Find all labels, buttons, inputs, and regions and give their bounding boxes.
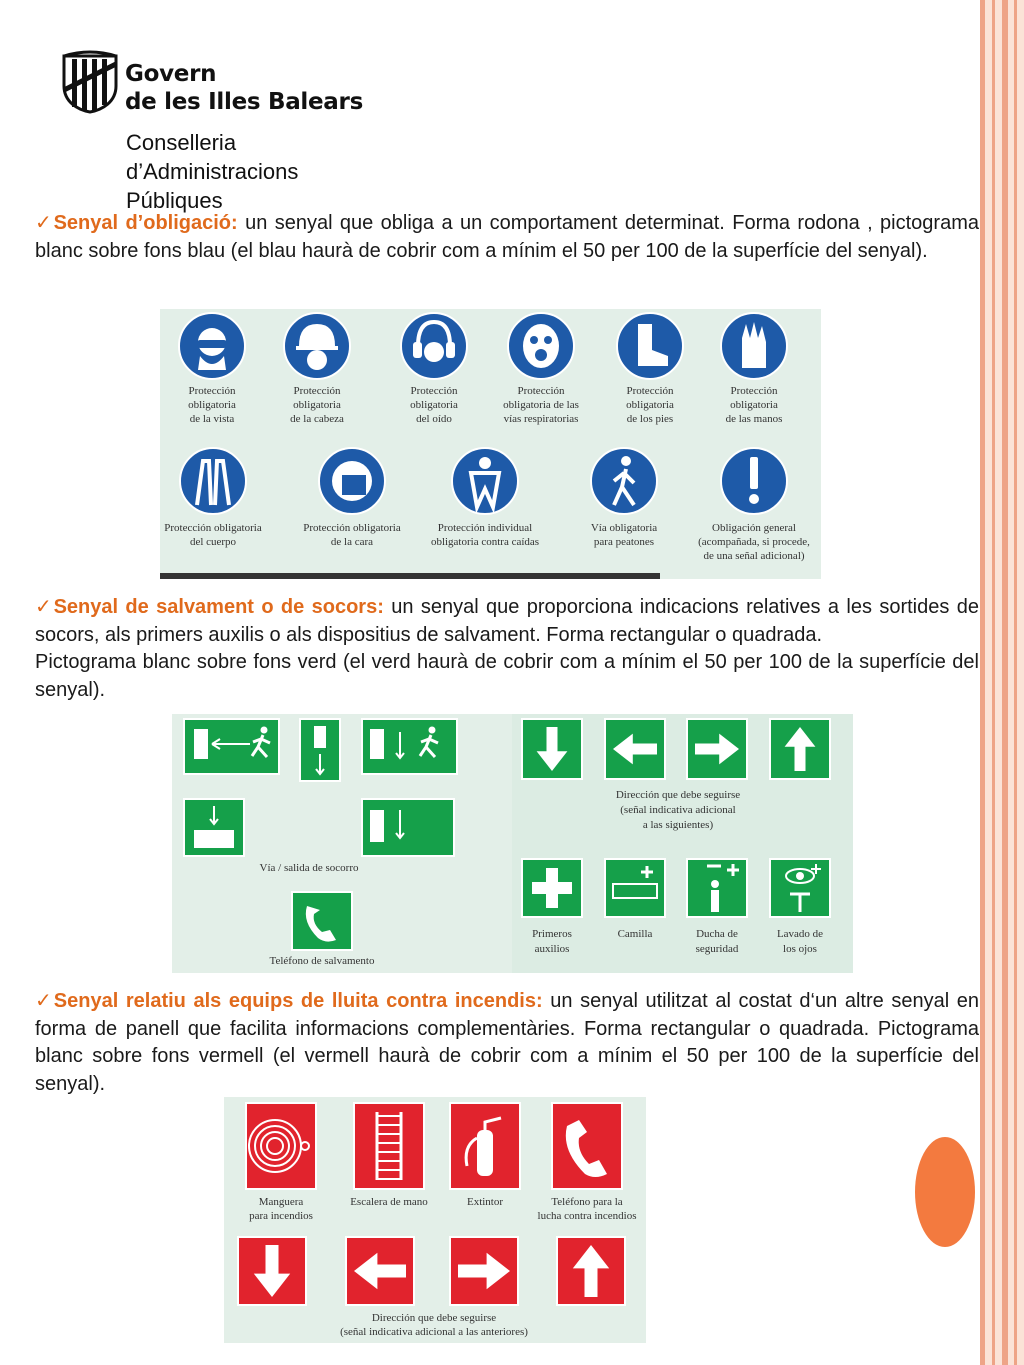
rescue-text: un senyal que proporciona indicacions relatives a les sortides de socors, als primers auxilis o als dispositius de salvament. Forma rectangular o quadrada.: [35, 596, 979, 646]
sign-caption: Protección individual: [437, 522, 533, 534]
sign-caption: obligatoria: [188, 399, 236, 411]
department-line2: d’Administracions: [126, 159, 299, 184]
fall-protection-icon: [452, 448, 518, 514]
head-protection-icon: [284, 313, 350, 379]
aid-caption: Camilla: [617, 928, 653, 940]
rescue-phone-sign: [292, 892, 352, 950]
fire-signs-panel: [224, 1097, 646, 1343]
fire-caption: Extintor: [466, 1196, 504, 1208]
sign-caption: Obligación general: [712, 522, 796, 534]
sign-caption: Protección: [517, 385, 565, 397]
rescue-paragraph: [35, 594, 979, 704]
sign-caption: obligatoria: [730, 399, 778, 411]
fire-direction-caption: Dirección que debe seguirse: [371, 1312, 497, 1324]
respiratory-protection-icon: [508, 313, 574, 379]
obligation-heading: Senyal d’obligació:: [53, 212, 238, 234]
rescue-signs-panel: [172, 714, 853, 973]
exit-caption: Vía / salida de socorro: [259, 862, 359, 874]
sign-caption: del cuerpo: [189, 536, 237, 548]
sign-caption: Protección: [188, 385, 236, 397]
eye-protection-icon: [179, 313, 245, 379]
sign-caption: Protección obligatoria: [303, 522, 401, 534]
fire-caption: para incendios: [249, 1210, 313, 1222]
aid-caption: los ojos: [783, 943, 817, 955]
fire-hose-icon: [246, 1103, 316, 1189]
sign-caption: de una señal adicional): [703, 550, 805, 562]
decorative-stripes: [980, 0, 1024, 1365]
fire-paragraph: [35, 988, 979, 1098]
department-line3: Públiques: [126, 188, 223, 213]
body-protection-icon: [180, 448, 246, 514]
obligation-signs-panel: [160, 309, 821, 579]
direction-caption: a las siguientes): [642, 819, 714, 831]
department-name: [126, 128, 298, 215]
sign-caption: de la cabeza: [290, 413, 344, 425]
sign-caption: (acompañada, si procede,: [698, 536, 810, 548]
hand-protection-icon: [721, 313, 787, 379]
fire-direction-caption: (señal indicativa adicional a las anteriores): [340, 1326, 528, 1338]
department-line1: Conselleria: [126, 130, 237, 155]
sign-caption: de las manos: [725, 413, 783, 425]
government-title-line2: de les Illes Balears: [125, 89, 363, 115]
sign-caption: obligatoria: [410, 399, 458, 411]
panel-edge: [160, 573, 660, 579]
fire-caption: lucha contra incendios: [537, 1210, 637, 1222]
sign-caption: obligatoria: [626, 399, 674, 411]
sign-caption: Protección: [626, 385, 674, 397]
fire-caption: Teléfono para la: [551, 1196, 623, 1208]
fire-text: un senyal utilitzat al costat d‘un altre senyal en forma de panell que facilita informacions complementàries. Forma rectangular o quadrada. Pictograma blanc sobre fons vermell (el vermell haurà de cobrir com a mínim el 50 per 100 de la superfície del senyal).: [35, 990, 979, 1095]
pedestrian-route-icon: [591, 448, 657, 514]
aid-caption: Lavado de: [776, 928, 824, 940]
sign-caption: Vía obligatoria: [590, 522, 658, 534]
sign-caption: vías respiratorias: [503, 413, 579, 425]
aid-caption: auxilios: [534, 943, 570, 955]
sign-caption: Protección: [410, 385, 458, 397]
sign-caption: Protección: [730, 385, 778, 397]
government-title-line1: Govern: [125, 61, 217, 87]
rescue-heading: Senyal de salvament o de socors:: [53, 596, 384, 618]
decorative-oval: [915, 1137, 975, 1247]
fire-caption: Manguera: [258, 1196, 304, 1208]
ear-protection-icon: [401, 313, 467, 379]
fire-caption: Escalera de mano: [350, 1196, 428, 1208]
sign-caption: obligatoria: [293, 399, 341, 411]
sign-caption: de los pies: [626, 413, 674, 425]
check-icon: ✓: [35, 990, 54, 1012]
check-icon: ✓: [35, 212, 54, 234]
balearic-government-shield-icon: [60, 50, 120, 114]
check-icon: ✓: [35, 596, 54, 618]
fire-phone-icon: [552, 1103, 622, 1189]
aid-caption: seguridad: [695, 943, 739, 955]
direction-caption: Dirección que debe seguirse: [615, 789, 741, 801]
aid-caption: Primeros: [532, 928, 572, 940]
sign-caption: de la cara: [330, 536, 374, 548]
direction-caption: (señal indicativa adicional: [620, 804, 736, 816]
government-title: [125, 60, 363, 116]
sign-caption: para peatones: [593, 536, 655, 548]
sign-caption: Protección obligatoria: [164, 522, 262, 534]
phone-caption: Teléfono de salvamento: [269, 955, 375, 967]
sign-caption: obligatoria contra caídas: [430, 536, 540, 548]
sign-caption: obligatoria de las: [503, 399, 579, 411]
sign-caption: de la vista: [189, 413, 235, 425]
general-obligation-icon: [721, 448, 787, 514]
foot-protection-icon: [617, 313, 683, 379]
obligation-text: un senyal que obliga a un comportament determinat. Forma rodona , pictograma blanc sobre fons blau (el blau haurà de cobrir com a mínim el 50 per 100 de la superfície del senyal).: [35, 212, 979, 262]
aid-caption: Ducha de: [696, 928, 738, 940]
sign-caption: Protección: [293, 385, 341, 397]
face-protection-icon: [319, 448, 385, 514]
sign-caption: del oído: [416, 413, 452, 425]
rescue-text-2: Pictograma blanc sobre fons verd (el verd haurà de cobrir com a mínim el 50 per 100 de la superfície del senyal).: [35, 651, 979, 701]
fire-heading: Senyal relatiu als equips de lluita contra incendis:: [53, 990, 543, 1012]
obligation-paragraph: [35, 210, 979, 265]
